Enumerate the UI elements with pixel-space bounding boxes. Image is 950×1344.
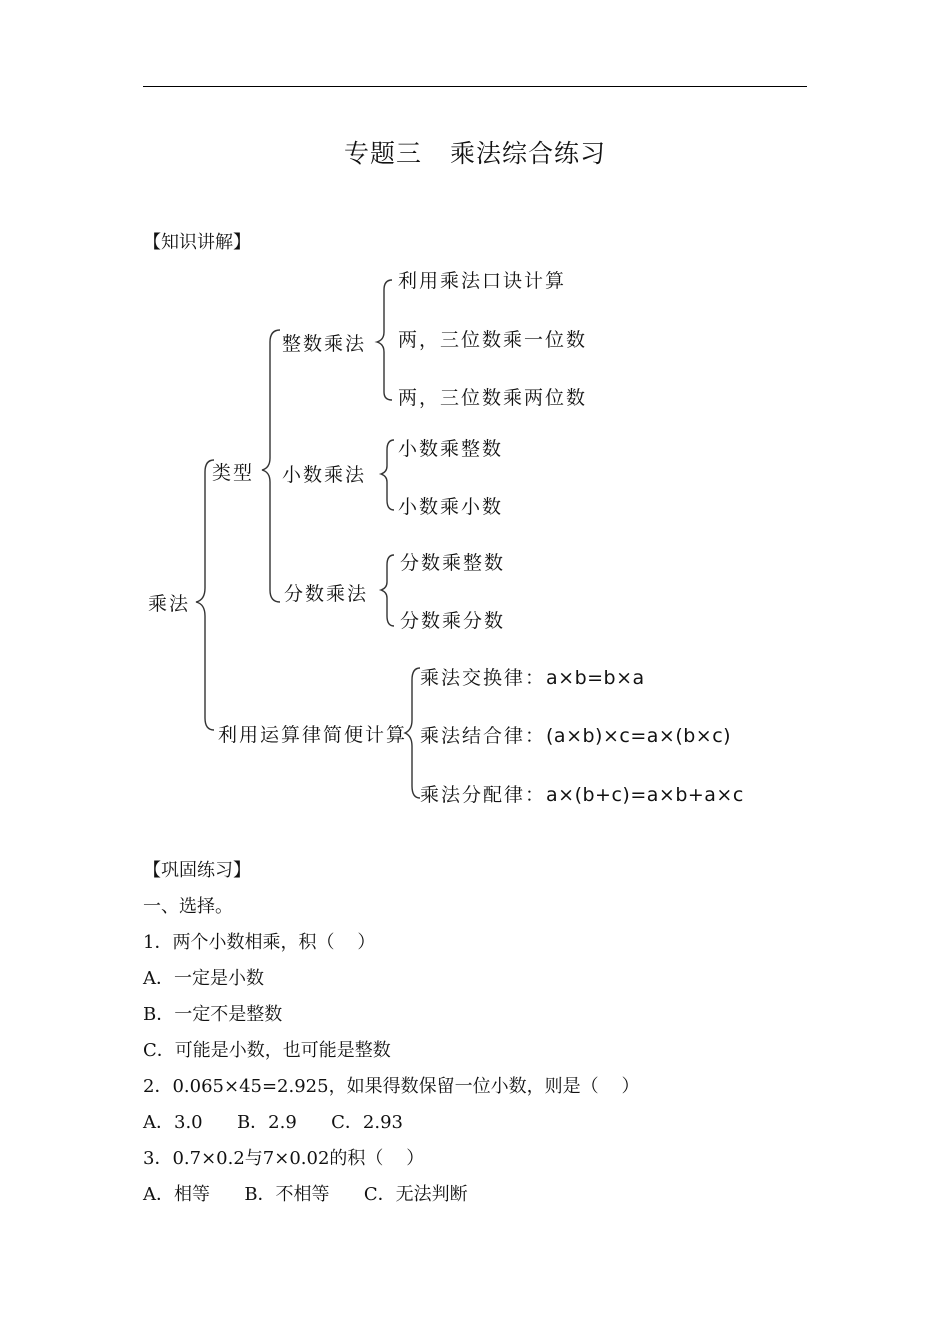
mindmap-decimal-mult: 小数乘法 <box>282 464 367 486</box>
law-item-2 <box>420 721 731 748</box>
question-line: A．相等 B．不相等 C．无法判断 <box>143 1184 468 1205</box>
law-name: 乘法结合律： <box>420 725 547 747</box>
knowledge-heading: 【知识讲解】 <box>143 232 251 253</box>
law-item-1 <box>420 663 645 690</box>
law-formula: a×b=b×a <box>546 667 645 689</box>
law-formula: a×(b+c)=a×b+a×c <box>546 784 744 806</box>
decimal-item-1: 小数乘整数 <box>398 438 504 460</box>
mindmap-integer-mult: 整数乘法 <box>282 333 367 355</box>
title-part1: 专题三 <box>343 139 422 168</box>
mindmap-types: 类型 <box>212 462 255 484</box>
question-line: C．可能是小数，也可能是整数 <box>143 1040 391 1061</box>
question-line: 1．两个小数相乘，积（ ） <box>143 932 376 953</box>
brace-laws <box>405 668 420 798</box>
mindmap-fraction-mult: 分数乘法 <box>284 583 369 605</box>
integer-item-1: 利用乘法口诀计算 <box>398 270 567 292</box>
brace-types <box>262 330 280 602</box>
question-line: 2．0.065×45=2.925，如果得数保留一位小数，则是（ ） <box>143 1076 640 1097</box>
law-formula: (a×b)×c=a×(b×c) <box>546 725 732 747</box>
section-one-heading: 一、选择。 <box>143 896 233 917</box>
brace-decimal <box>381 440 394 510</box>
law-item-3 <box>420 780 744 807</box>
question-line: A．3.0 B．2.9 C．2.93 <box>143 1112 403 1133</box>
integer-item-3: 两，三位数乘两位数 <box>398 387 588 409</box>
question-line: 3．0.7×0.2与7×0.02的积（ ） <box>143 1148 425 1169</box>
integer-item-2: 两，三位数乘一位数 <box>398 329 588 351</box>
brace-root <box>196 460 214 730</box>
practice-heading: 【巩固练习】 <box>143 860 251 881</box>
law-name: 乘法分配律： <box>420 784 547 806</box>
brace-integer <box>377 280 392 400</box>
question-line: B．一定不是整数 <box>143 1004 283 1025</box>
question-line: A．一定是小数 <box>143 968 264 989</box>
title-part2: 乘法综合练习 <box>450 139 607 168</box>
brace-fraction <box>381 555 394 626</box>
fraction-item-1: 分数乘整数 <box>400 552 506 574</box>
decimal-item-2: 小数乘小数 <box>398 496 504 518</box>
mindmap-root: 乘法 <box>148 593 191 615</box>
law-name: 乘法交换律： <box>420 667 547 689</box>
fraction-item-2: 分数乘分数 <box>400 610 506 632</box>
mindmap-laws: 利用运算律简便计算 <box>218 724 408 746</box>
